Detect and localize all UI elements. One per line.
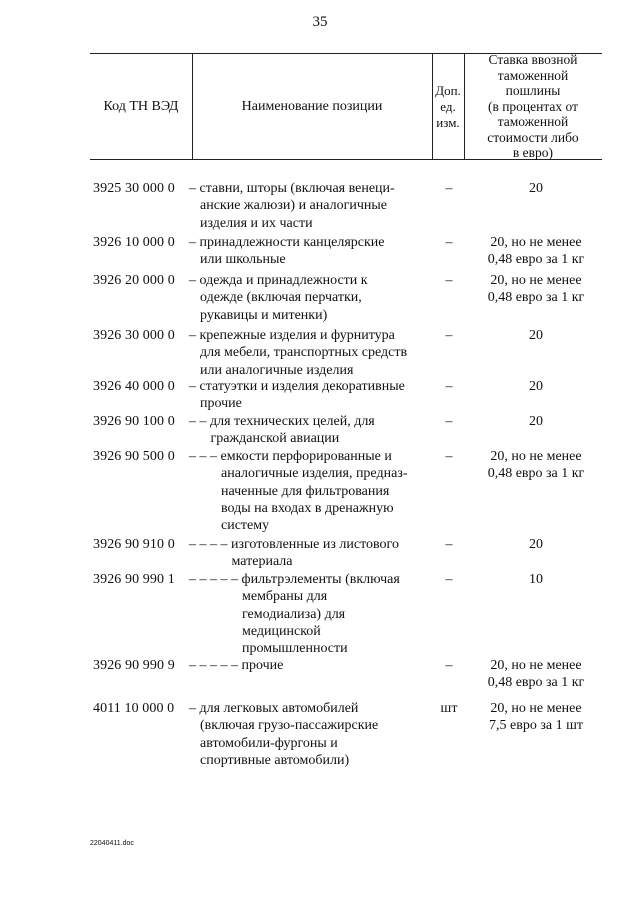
tnved-code: 4011 10 000 0 [93, 701, 175, 716]
tnved-code: 3926 90 990 1 [93, 572, 175, 587]
tnved-code: 3926 30 000 0 [93, 328, 175, 343]
unit-of-measure: – [445, 449, 453, 464]
tnved-code: 3926 90 100 0 [93, 414, 175, 429]
hierarchy-dashes: – [189, 701, 196, 716]
position-name [189, 234, 434, 269]
hierarchy-dashes: – – – [189, 449, 217, 464]
position-name [189, 180, 434, 232]
rate-line: 20 [529, 328, 543, 343]
position-name [189, 657, 434, 674]
rate-line: 20, но не менее [490, 273, 582, 288]
position-name [189, 272, 434, 324]
name-line: медицинской [242, 623, 321, 639]
position-name [189, 448, 434, 534]
name-line: гражданской авиации [210, 431, 340, 447]
hierarchy-dashes: – [189, 273, 196, 288]
rate-line: 20, но не менее [490, 658, 582, 673]
page-number: 35 [312, 14, 328, 30]
unit-of-measure: – [445, 658, 453, 673]
hierarchy-dashes: – [189, 328, 196, 343]
header-rate-line: пошлины [505, 83, 561, 99]
hierarchy-dashes: – – – – [189, 537, 228, 552]
rate-line: 20, но не менее [490, 235, 582, 250]
rate-line: 20, но не менее [490, 701, 582, 716]
header-unit-line: изм. [436, 114, 460, 130]
unit-of-measure: – [445, 235, 453, 250]
header-rate-line: в евро) [512, 145, 554, 161]
tnved-code: 3926 90 910 0 [93, 537, 175, 552]
header-rate-line: таможенной [497, 114, 569, 130]
position-name [189, 327, 434, 379]
duty-rate [466, 571, 606, 588]
table-header [90, 53, 602, 160]
name-line: изготовленные из листового [231, 537, 399, 552]
file-name: 22040411.doc [90, 840, 134, 847]
unit-of-measure: – [445, 328, 453, 343]
tnved-code: 3926 20 000 0 [93, 273, 175, 288]
duty-rate [466, 234, 606, 269]
rate-line: 20 [529, 181, 543, 196]
header-rate-line: Ставка ввозной [488, 52, 578, 68]
name-line: ставни, шторы (включая венеци- [199, 181, 395, 196]
rate-line: 7,5 евро за 1 шт [489, 718, 583, 734]
name-line: изделия и их части [200, 215, 313, 231]
name-line: промышленности [242, 641, 348, 657]
duty-rate [466, 327, 606, 344]
duty-rate [466, 180, 606, 197]
name-line: одежда и принадлежности к [199, 273, 368, 288]
name-line: для мебели, транспортных средств [200, 345, 408, 361]
name-line: для легковых автомобилей [199, 701, 359, 716]
rate-line: 0,48 евро за 1 кг [487, 252, 585, 268]
header-name: Наименование позиции [241, 98, 383, 114]
duty-rate [466, 700, 606, 735]
name-line: материала [231, 554, 293, 570]
unit-of-measure: – [445, 379, 453, 394]
name-line: спортивные автомобили) [200, 752, 350, 768]
duty-rate [466, 413, 606, 430]
name-line: аналогичные изделия, предназ- [221, 466, 408, 482]
name-line: для технических целей, для [210, 414, 375, 429]
rate-line: 20 [529, 537, 543, 552]
header-rate-line: стоимости либо [487, 129, 579, 145]
header-rate-line: (в процентах от [487, 98, 579, 114]
name-line: (включая грузо-пассажирские [200, 718, 379, 734]
hierarchy-dashes: – – [189, 414, 207, 429]
hierarchy-dashes: – [189, 181, 196, 196]
name-line: или школьные [200, 252, 286, 268]
rate-line: 0,48 евро за 1 кг [487, 675, 585, 691]
unit-of-measure: – [445, 572, 453, 587]
name-line: автомобили-фургоны и [200, 735, 338, 751]
name-line: статуэтки и изделия декоративные [199, 379, 405, 394]
name-line: фильтрэлементы (включая [241, 572, 400, 587]
name-line: систему [221, 518, 270, 534]
duty-rate [466, 272, 606, 307]
unit-of-measure: – [445, 181, 453, 196]
rate-line: 10 [529, 572, 543, 587]
duty-rate [466, 657, 606, 692]
position-name [189, 571, 434, 657]
hierarchy-dashes: – – – – – [189, 572, 238, 587]
name-line: воды на входах в дренажную [221, 500, 394, 516]
rate-line: 0,48 евро за 1 кг [487, 466, 585, 482]
header-unit-line: ед. [440, 98, 456, 114]
name-line: мембраны для [242, 589, 328, 605]
name-line: крепежные изделия и фурнитура [199, 328, 395, 343]
hierarchy-dashes: – [189, 379, 196, 394]
unit-of-measure: – [445, 537, 453, 552]
header-rate-line: таможенной [497, 67, 569, 83]
rate-line: 20 [529, 414, 543, 429]
tnved-code: 3926 40 000 0 [93, 379, 175, 394]
header-unit [432, 54, 464, 159]
name-line: емкости перфорированные и [220, 449, 392, 464]
name-line: прочие [241, 658, 284, 673]
name-line: одежде (включая перчатки, [200, 290, 362, 306]
name-line: рукавицы и митенки) [200, 307, 328, 323]
name-line: или аналогичные изделия [200, 362, 354, 378]
rate-line: 0,48 евро за 1 кг [487, 290, 585, 306]
unit-of-measure: шт [440, 701, 458, 716]
rate-line: 20 [529, 379, 543, 394]
name-line: наченные для фильтрования [221, 483, 390, 499]
position-name [189, 700, 434, 769]
tnved-code: 3926 10 000 0 [93, 235, 175, 250]
rate-line: 20, но не менее [490, 449, 582, 464]
name-line: анские жалюзи) и аналогичные [200, 198, 387, 214]
header-unit-line: Доп. [435, 82, 461, 98]
position-name [189, 413, 434, 448]
unit-of-measure: – [445, 414, 453, 429]
hierarchy-dashes: – – – – – [189, 658, 238, 673]
duty-rate [466, 448, 606, 483]
duty-rate [466, 378, 606, 395]
tnved-code: 3925 30 000 0 [93, 181, 175, 196]
position-name [189, 536, 434, 571]
unit-of-measure: – [445, 273, 453, 288]
header-code: Код ТН ВЭД [103, 98, 179, 114]
header-rate [464, 54, 602, 159]
name-line: прочие [200, 396, 242, 412]
name-line: гемодиализа) для [242, 606, 346, 622]
tnved-code: 3926 90 500 0 [93, 449, 175, 464]
name-line: принадлежности канцелярские [199, 235, 385, 250]
tnved-code: 3926 90 990 9 [93, 658, 175, 673]
hierarchy-dashes: – [189, 235, 196, 250]
position-name [189, 378, 434, 413]
duty-rate [466, 536, 606, 553]
